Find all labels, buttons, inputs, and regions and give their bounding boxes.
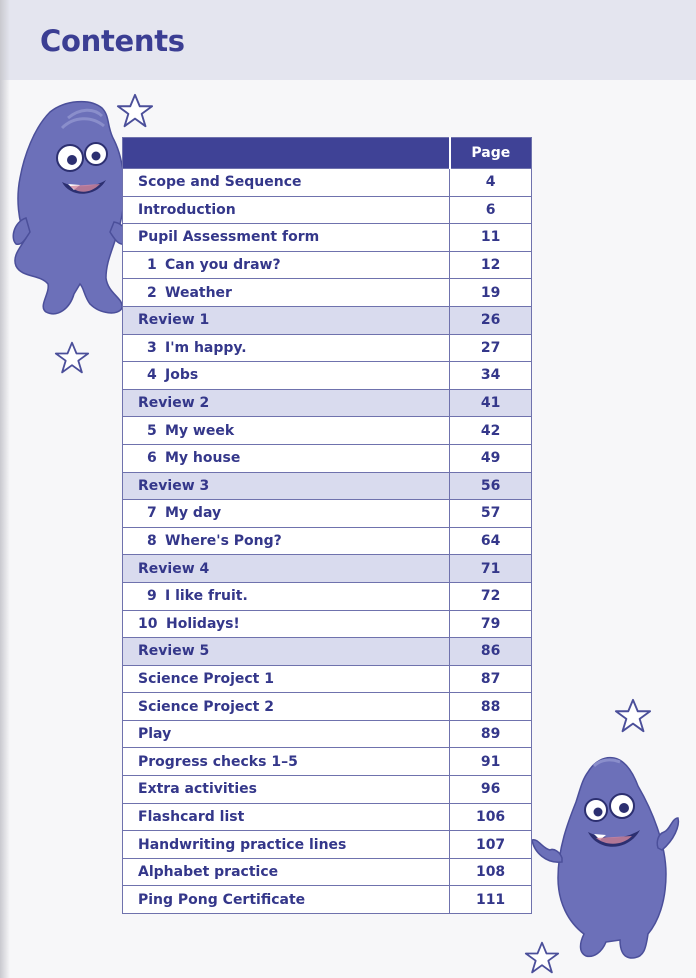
page-number: 4 (450, 169, 532, 197)
contents-entry (123, 417, 450, 445)
entry-label: Science Project 1 (138, 670, 274, 687)
entry-label: Ping Pong Certificate (138, 891, 306, 908)
page-number: 71 (450, 555, 532, 583)
entry-label: Review 1 (138, 312, 210, 329)
table-row (123, 251, 532, 279)
entry-label: My day (165, 505, 222, 522)
entry-label: Science Project 2 (138, 698, 274, 715)
unit-number: 7 (147, 505, 157, 522)
contents-entry (123, 693, 450, 721)
star-outline-icon (524, 940, 560, 976)
entry-label: Review 2 (138, 395, 210, 412)
page-number: 64 (450, 527, 532, 555)
page-number: 26 (450, 306, 532, 334)
entry-label: Review 3 (138, 477, 210, 494)
contents-entry (123, 251, 450, 279)
table-row (123, 693, 532, 721)
entry-label: Introduction (138, 201, 236, 218)
contents-entry (123, 500, 450, 528)
page-number: 11 (450, 224, 532, 252)
entry-label: I like fruit. (165, 588, 248, 605)
page-number: 91 (450, 748, 532, 776)
contents-entry (123, 306, 450, 334)
contents-entry (123, 803, 450, 831)
entry-label: Handwriting practice lines (138, 836, 347, 853)
page-number: 12 (450, 251, 532, 279)
contents-table-body (123, 169, 532, 914)
entry-label: Review 5 (138, 643, 210, 660)
unit-number: 3 (147, 339, 157, 356)
unit-number: 8 (147, 533, 157, 550)
unit-number: 6 (147, 450, 157, 467)
unit-number: 10 (138, 615, 158, 632)
contents-entry (123, 444, 450, 472)
contents-entry (123, 886, 450, 914)
entry-label: My week (165, 422, 235, 439)
table-row (123, 472, 532, 500)
table-row (123, 858, 532, 886)
table-header-row (123, 138, 532, 169)
entry-label: Jobs (165, 367, 199, 384)
contents-entry (123, 279, 450, 307)
entry-label: Review 4 (138, 560, 210, 577)
star-outline-icon (54, 340, 90, 376)
contents-entry (123, 555, 450, 583)
contents-entry (123, 334, 450, 362)
table-row (123, 334, 532, 362)
unit-number: 2 (147, 284, 157, 301)
table-row (123, 224, 532, 252)
contents-entry (123, 196, 450, 224)
table-row (123, 306, 532, 334)
page-number: 6 (450, 196, 532, 224)
contents-entry (123, 831, 450, 859)
table-row (123, 527, 532, 555)
unit-number: 5 (147, 422, 157, 439)
entry-label: Can you draw? (165, 257, 281, 274)
page-number: 107 (450, 831, 532, 859)
contents-entry (123, 224, 450, 252)
entry-label: Where's Pong? (165, 533, 282, 550)
table-row (123, 638, 532, 666)
contents-entry (123, 665, 450, 693)
unit-number: 4 (147, 367, 157, 384)
entry-label: Extra activities (138, 781, 257, 798)
contents-entry (123, 472, 450, 500)
entry-label: I'm happy. (165, 339, 247, 356)
page-number: 108 (450, 858, 532, 886)
entry-label: Pupil Assessment form (138, 229, 320, 246)
contents-entry (123, 527, 450, 555)
table-row (123, 720, 532, 748)
page-number: 34 (450, 362, 532, 390)
contents-entry (123, 362, 450, 390)
page-number: 88 (450, 693, 532, 721)
unit-number: 1 (147, 257, 157, 274)
entry-label: Alphabet practice (138, 864, 279, 881)
contents-entry (123, 748, 450, 776)
table-row (123, 417, 532, 445)
contents-table (122, 137, 532, 914)
unit-number: 9 (147, 588, 157, 605)
table-row (123, 748, 532, 776)
table-row (123, 803, 532, 831)
contents-entry (123, 582, 450, 610)
page-number: 89 (450, 720, 532, 748)
contents-entry (123, 776, 450, 804)
table-row (123, 582, 532, 610)
table-row (123, 610, 532, 638)
contents-entry (123, 858, 450, 886)
star-outline-icon (614, 697, 652, 735)
page-number: 111 (450, 886, 532, 914)
page-title: Contents (40, 24, 185, 58)
page-number: 27 (450, 334, 532, 362)
page-number: 72 (450, 582, 532, 610)
contents-entry (123, 389, 450, 417)
contents-entry (123, 638, 450, 666)
monster-mascot-left-icon (10, 98, 132, 320)
page-number: 106 (450, 803, 532, 831)
table-row (123, 444, 532, 472)
monster-mascot-right-icon (528, 752, 684, 962)
table-row (123, 362, 532, 390)
page-number: 79 (450, 610, 532, 638)
table-row (123, 500, 532, 528)
entry-label: Holidays! (166, 615, 240, 632)
entry-label: Flashcard list (138, 808, 245, 825)
page-gutter-shadow (0, 0, 10, 978)
page-number: 57 (450, 500, 532, 528)
table-row (123, 665, 532, 693)
table-row (123, 389, 532, 417)
page-number: 86 (450, 638, 532, 666)
entry-label: My house (165, 450, 241, 467)
header-title-cell (123, 138, 450, 169)
page-number: 19 (450, 279, 532, 307)
contents-entry (123, 169, 450, 197)
table-row (123, 169, 532, 197)
entry-label: Progress checks 1–5 (138, 753, 298, 770)
table-row (123, 279, 532, 307)
page-number: 49 (450, 444, 532, 472)
star-outline-icon (116, 92, 154, 130)
table-row (123, 831, 532, 859)
contents-entry (123, 720, 450, 748)
page-number: 42 (450, 417, 532, 445)
page-number: 87 (450, 665, 532, 693)
page-number: 56 (450, 472, 532, 500)
entry-label: Weather (165, 284, 232, 301)
table-row (123, 555, 532, 583)
contents-entry (123, 610, 450, 638)
table-row (123, 886, 532, 914)
table-row (123, 196, 532, 224)
header-page-cell: Page (450, 138, 532, 169)
entry-label: Play (138, 726, 172, 743)
page-number: 41 (450, 389, 532, 417)
page-number: 96 (450, 776, 532, 804)
entry-label: Scope and Sequence (138, 174, 302, 191)
table-row (123, 776, 532, 804)
